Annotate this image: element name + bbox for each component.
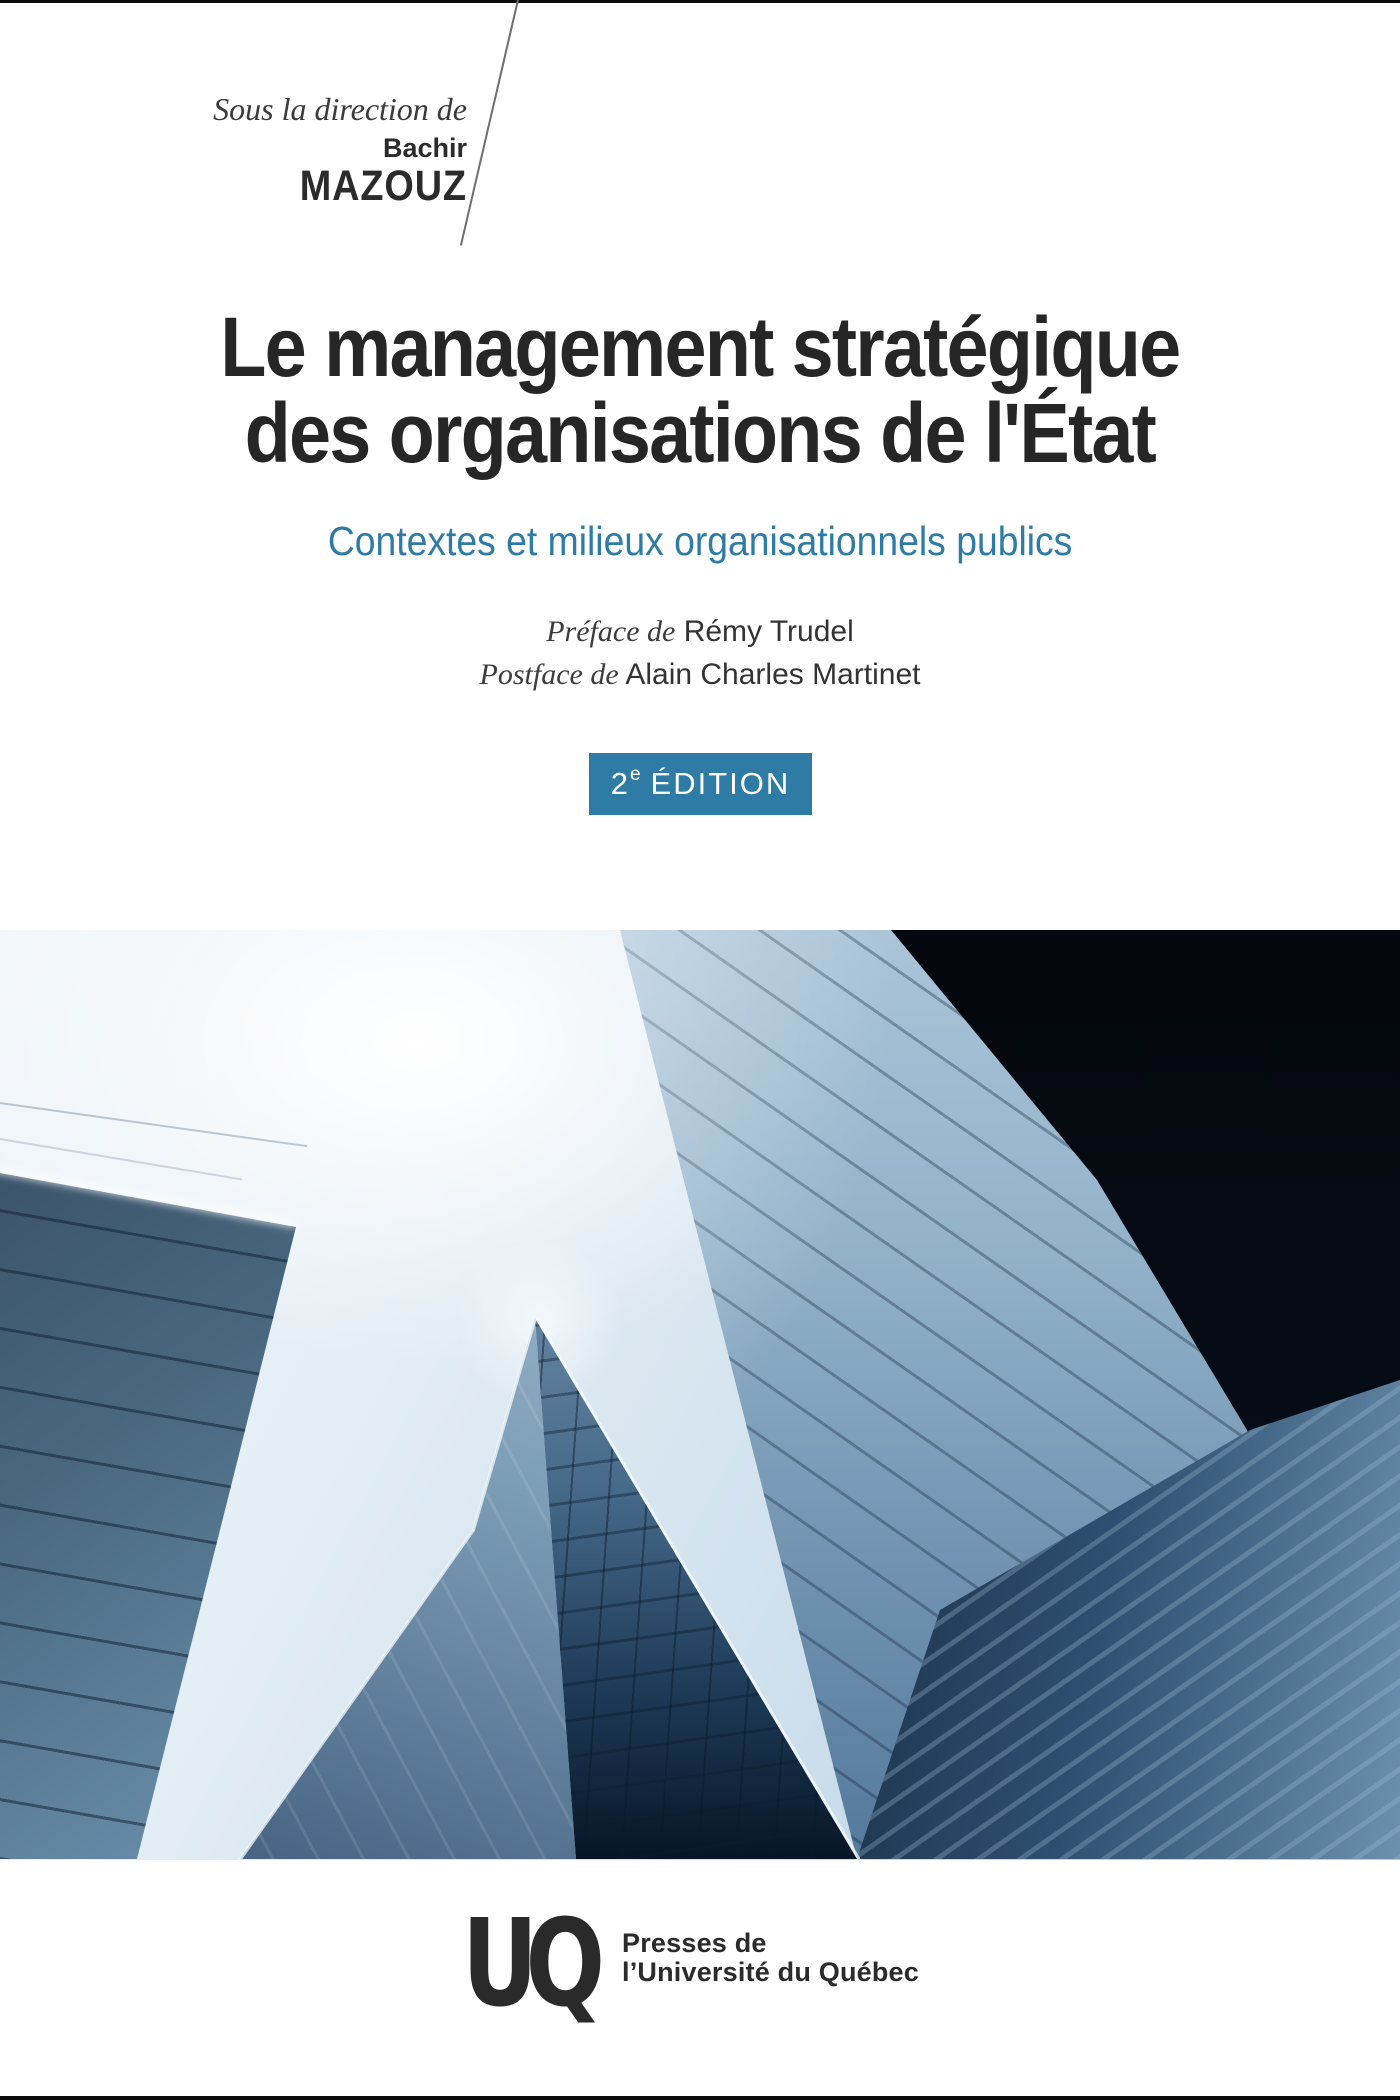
author-last-name: MAZOUZ	[299, 162, 467, 210]
publisher-name-line1: Presses de	[622, 1928, 767, 1958]
edition-number: 2	[610, 766, 630, 801]
preface-label: Préface de	[546, 615, 676, 648]
book-title-line1: Le management stratégique	[220, 300, 1180, 394]
bottom-border-bar	[0, 2096, 1400, 2100]
top-border-bar	[0, 0, 1400, 3]
postface-line	[0, 653, 1400, 696]
preface-name: Rémy Trudel	[683, 615, 854, 648]
credits-block	[0, 610, 1400, 696]
book-subtitle: Contextes et milieux organisationnels publics	[327, 518, 1073, 564]
publisher-name	[622, 1929, 919, 1987]
book-subtitle-wrap	[0, 518, 1400, 565]
diagonal-rule	[460, 0, 519, 246]
book-title	[0, 300, 1400, 480]
direction-label: Sous la direction de	[213, 91, 467, 127]
edition-badge	[589, 753, 812, 815]
edition-ordinal: e	[629, 764, 643, 785]
publisher-name-line2: l’Université du Québec	[622, 1957, 919, 1987]
preface-line	[0, 610, 1400, 653]
author-first-name: Bachir	[382, 133, 467, 163]
author-block	[213, 92, 467, 208]
postface-label: Postface de	[479, 658, 619, 691]
book-title-line2: des organisations de l'État	[244, 386, 1156, 480]
postface-name: Alain Charles Martinet	[625, 658, 921, 691]
publisher-logo-uq: UQ	[462, 1895, 593, 2034]
edition-word: ÉDITION	[650, 766, 791, 801]
cover-photo	[0, 930, 1400, 1860]
